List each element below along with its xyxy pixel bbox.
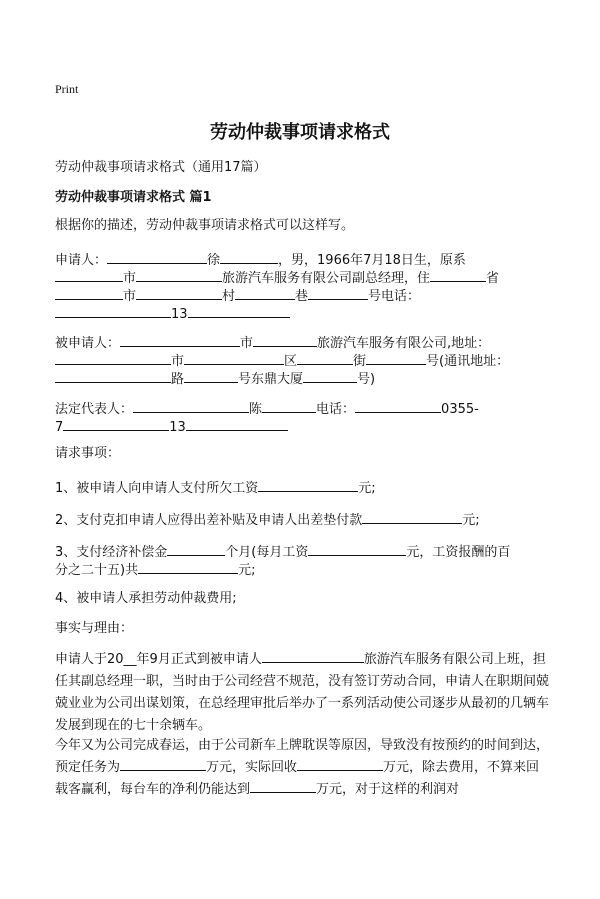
unit-yuan: 元; (238, 563, 256, 578)
blank (55, 352, 171, 365)
blank (55, 370, 171, 383)
street-label: 街 (353, 354, 367, 369)
legal-rep-surname: 陈 (249, 402, 263, 417)
phone-area-code: 0355- (441, 402, 479, 417)
blank (262, 400, 316, 413)
request-3-line-2 (55, 561, 255, 578)
blank (262, 650, 364, 663)
blank (220, 251, 278, 264)
village-label: 村 (222, 289, 236, 304)
blank (138, 561, 238, 574)
page-title: 劳动仲裁事项请求格式 (210, 122, 390, 143)
intro-text: 根据你的描述，劳动仲裁事项请求格式可以这样写。 (55, 218, 355, 233)
blank (107, 251, 207, 264)
request-1 (55, 479, 376, 496)
blank (366, 352, 426, 365)
phone-label: 号电话： (368, 289, 421, 304)
lane-label: 巷 (295, 289, 309, 304)
facts-paragraph-1 (55, 649, 550, 737)
applicant-label: 申请人： (55, 253, 108, 268)
city-label: 市 (240, 336, 254, 351)
blank (136, 269, 222, 282)
applicant-birth: ，男，1966年7月18日生，原系 (278, 253, 466, 268)
unit-yuan: 元; (358, 481, 376, 496)
blank (430, 269, 486, 282)
blank (303, 370, 357, 383)
phone-prefix: 13 (171, 307, 188, 322)
province-label: 省 (486, 271, 500, 286)
blank (55, 269, 123, 282)
blank (188, 305, 290, 318)
building-label: 号东鼎大厦 (238, 372, 304, 387)
unit-yuan: 元; (462, 513, 480, 528)
phone-label: 电话： (316, 402, 356, 417)
facts-header: 事实与理由： (55, 621, 134, 636)
facts-p2-middle: 万元，除去费用，不算来回载客赢利，每台车的净利仍能达到 (55, 760, 540, 797)
blank (355, 400, 441, 413)
facts-p2-start: 今年又为公司完成春运，由于公司新车上牌耽误等原因，导致没有按预约的时间到达，预定任务为 (55, 738, 550, 775)
request-2-text: 2、支付克扣申请人应得出差补贴及申请人出差垫付款 (55, 513, 363, 528)
blank (250, 780, 316, 793)
facts-p1-start: 申请人于20__年9月正式到被申请人 (55, 652, 262, 667)
blank (120, 758, 206, 771)
applicant-line-2 (55, 269, 499, 286)
blank (297, 352, 353, 365)
city-label: 市 (171, 354, 185, 369)
requests-header: 请求事项： (55, 446, 121, 461)
applicant-employer: 旅游汽车服务有限公司副总经理，住 (222, 271, 431, 286)
blank (258, 479, 358, 492)
blank (133, 400, 249, 413)
blank (308, 543, 406, 556)
blank (136, 287, 222, 300)
city-label: 市 (123, 289, 137, 304)
blank (167, 543, 225, 556)
request-3-text: 3、支付经济补偿金 (55, 545, 168, 560)
request-2 (55, 511, 480, 528)
respondent-label: 被申请人： (55, 336, 121, 351)
phone-digit: 7 (55, 420, 64, 435)
request-4: 4、被申请人承担劳动仲裁费用; (55, 591, 237, 606)
blank (184, 352, 284, 365)
blank (308, 287, 368, 300)
district-label: 区 (284, 354, 298, 369)
legal-rep-line-1 (55, 400, 479, 417)
blank (186, 418, 288, 431)
respondent-line-1 (55, 334, 490, 351)
facts-paragraph-2 (55, 735, 550, 801)
respondent-line-2 (55, 352, 509, 369)
blank (120, 334, 240, 347)
subtitle: 劳动仲裁事项请求格式（通用17篇） (55, 160, 267, 175)
number-label: 号) (357, 372, 376, 387)
actual-recovery-label: 万元，实际回收 (206, 760, 298, 775)
section-title: 劳动仲裁事项请求格式 篇1 (55, 190, 212, 205)
legal-rep-label: 法定代表人： (55, 402, 134, 417)
blank (253, 334, 317, 347)
mailing-address-label: 号(通讯地址： (426, 354, 510, 369)
request-3-line-1 (55, 543, 510, 560)
monthly-wage-label: 个月(每月工资 (225, 545, 309, 560)
applicant-surname: 徐 (207, 253, 221, 268)
blank (55, 305, 171, 318)
request-1-text: 1、被申请人向申请人支付所欠工资 (55, 481, 259, 496)
facts-p2-end: 万元，对于这样的利润对 (316, 782, 460, 797)
legal-rep-line-2 (55, 418, 288, 435)
blank (235, 287, 295, 300)
applicant-line-1 (55, 251, 466, 268)
blank (297, 758, 383, 771)
road-label: 路 (171, 372, 185, 387)
blank (184, 370, 238, 383)
respondent-company: 旅游汽车服务有限公司,地址： (317, 336, 491, 351)
applicant-line-4 (55, 305, 290, 322)
facts-p1-rest: 旅游汽车服务有限公司上班，担任其副总经理一职，当时由于公司经营不规范，没有签订劳动合同，申请人在职期间兢兢业业为公司出谋划策，在总经理审批后举办了一系列活动使公司逐步从最初的几辆车发展到现在的七十余辆车。 (55, 652, 550, 733)
respondent-line-3 (55, 370, 375, 387)
phone-prefix: 13 (169, 420, 186, 435)
request-3-total: 分之二十五)共 (55, 563, 139, 578)
print-label: Print (55, 82, 79, 96)
blank (63, 418, 169, 431)
blank (55, 287, 123, 300)
wage-percent-label: 元，工资报酬的百 (406, 545, 511, 560)
city-label: 市 (123, 271, 137, 286)
applicant-line-3 (55, 287, 420, 304)
blank (362, 511, 462, 524)
